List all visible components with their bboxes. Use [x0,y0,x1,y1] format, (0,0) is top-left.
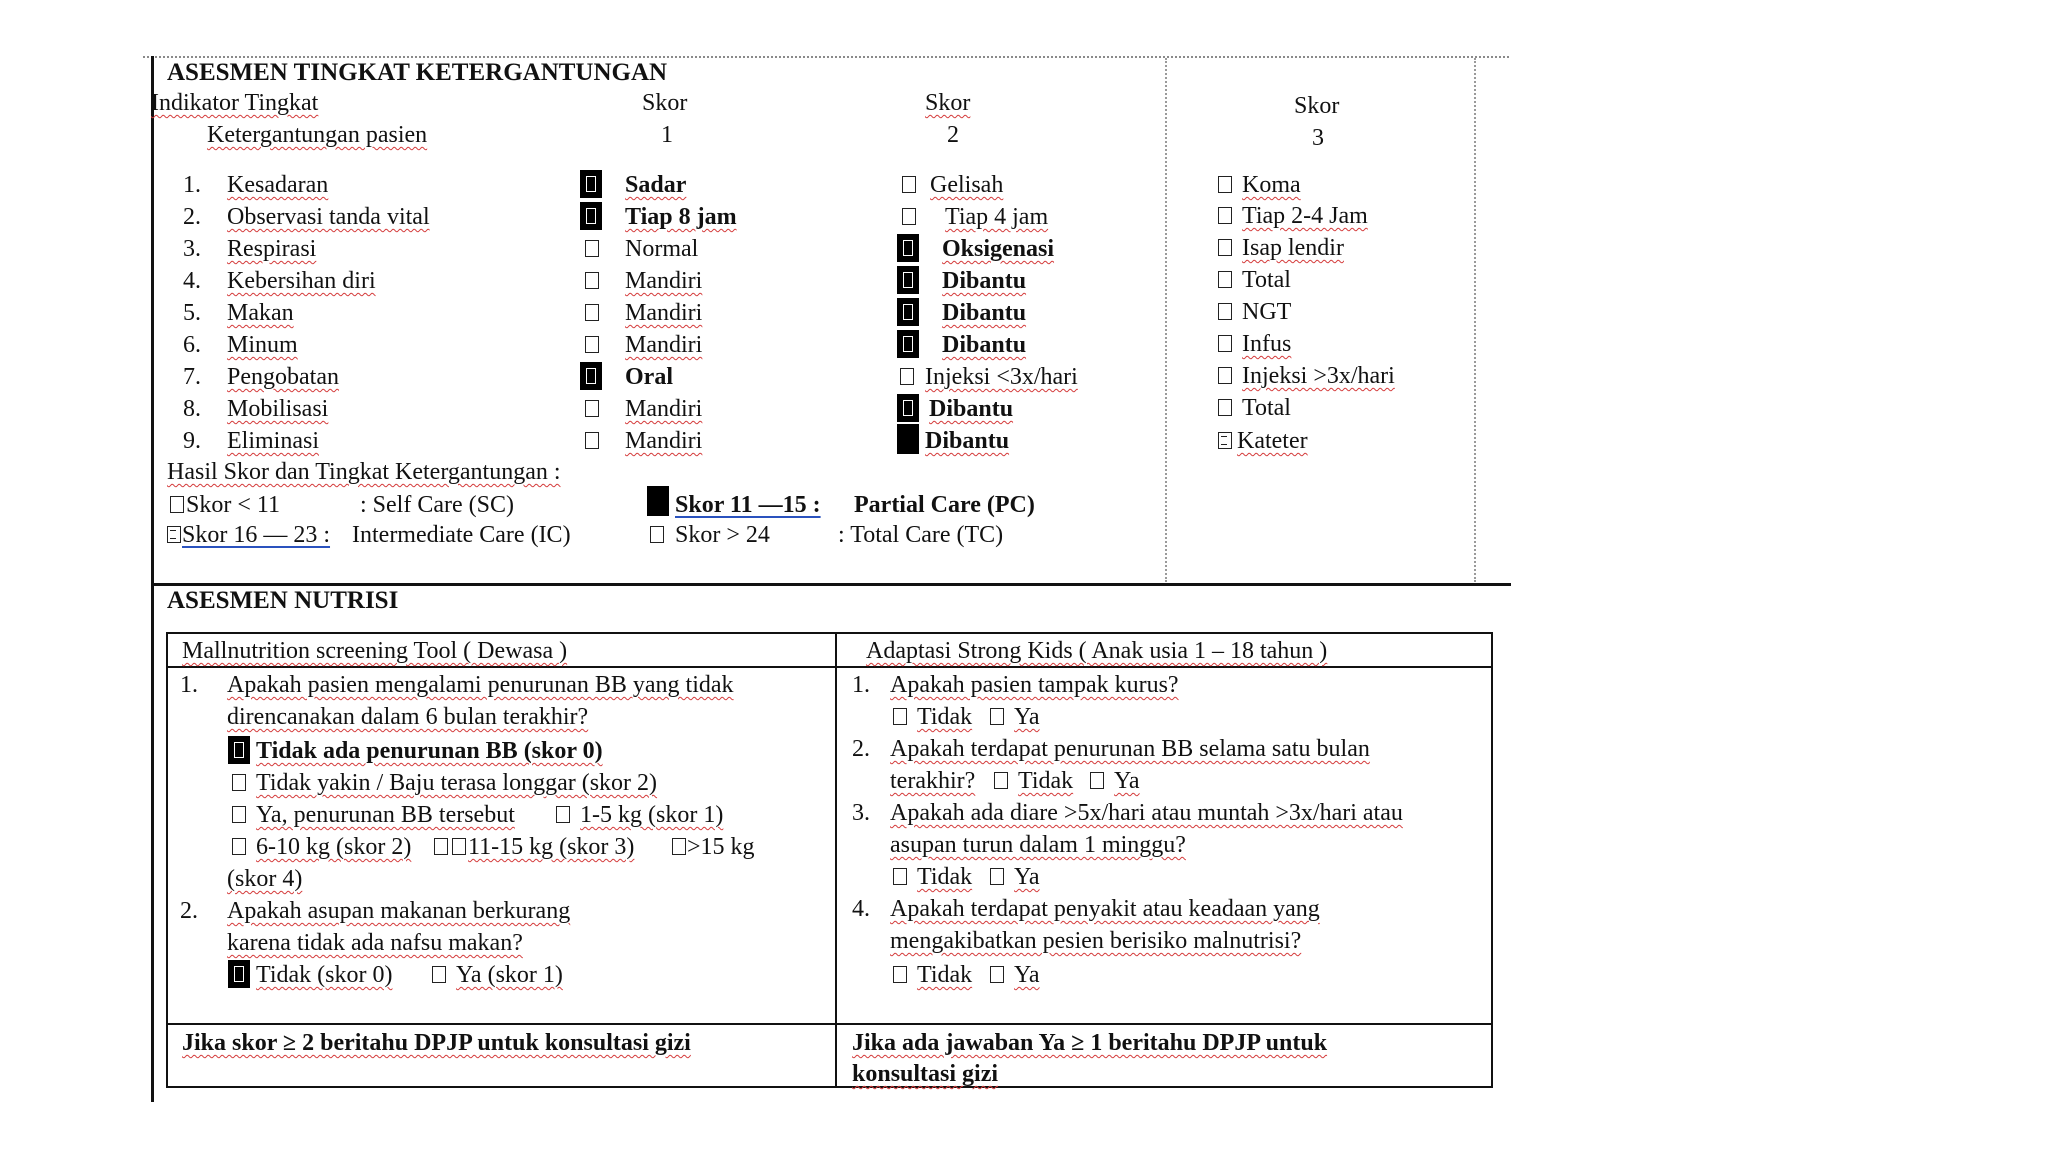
checkbox[interactable] [902,208,916,225]
option-text: Tidak [1018,768,1074,794]
question-number: 2. [180,898,198,924]
score3-option: Isap lendir [1242,235,1344,261]
checkbox-checked[interactable] [228,736,250,764]
column-divider [1165,58,1167,582]
checkbox[interactable] [170,496,184,513]
score1-value: 1 [661,122,673,148]
option-text: Ya [1114,768,1140,794]
checkbox[interactable] [585,432,599,449]
checkbox[interactable] [1218,176,1232,193]
checkbox[interactable] [1218,399,1232,416]
row-number: 8. [183,396,201,422]
checkbox[interactable] [900,368,914,385]
checkbox-checked[interactable] [897,234,919,262]
score2-option: Gelisah [930,172,1004,198]
checkbox-checked[interactable] [580,362,602,390]
left-footer-note: Jika skor ≥ 2 beritahu DPJP untuk konsultasi gizi [182,1030,691,1056]
option-text: Tidak [917,704,973,730]
nutrition-table-divider [835,632,837,1088]
score3-option: Injeksi >3x/hari [1242,363,1395,389]
checkbox-symbol[interactable] [1218,432,1232,449]
score3-option: Infus [1242,331,1292,357]
checkbox[interactable] [585,240,599,257]
score3-header: Skor [1294,93,1340,119]
score3-value: 3 [1312,125,1324,151]
score1-option: Sadar [625,172,687,198]
checkbox-checked[interactable] [580,202,602,230]
score2-option: Dibantu [942,300,1027,326]
question-number: 1. [180,672,198,698]
checkbox[interactable] [1218,271,1232,288]
question-number: 2. [852,736,870,762]
indicator-name: Eliminasi [227,428,319,454]
left-border [151,56,154,1102]
checkbox[interactable] [556,806,570,823]
indicator-name: Respirasi [227,236,317,262]
checkbox[interactable] [994,772,1008,789]
checkbox-checked[interactable] [897,394,919,422]
score1-option: Mandiri [625,332,703,358]
row-number: 7. [183,364,201,390]
score3-option: Total [1242,395,1291,421]
score2-header: Skor [925,90,971,116]
row-number: 4. [183,268,201,294]
dependency-section-title: ASESMEN TINGKAT KETERGANTUNGAN [167,59,668,86]
score2-option: Injeksi <3x/hari [925,364,1078,390]
intermediate-care-label: Intermediate Care (IC) [352,522,571,548]
indicator-name: Observasi tanda vital [227,204,430,230]
checkbox[interactable] [672,838,686,855]
score1-option: Mandiri [625,268,703,294]
option-text: >15 kg [687,834,755,860]
checkbox[interactable] [1218,303,1232,320]
indicator-name: Mobilisasi [227,396,329,422]
checkbox-checked[interactable] [897,424,919,454]
option-text: 6-10 kg (skor 2) [256,834,412,860]
nutrition-footer-line [166,1023,1493,1025]
score1-option: Mandiri [625,396,703,422]
question-text: Apakah asupan makanan berkurang [227,898,571,924]
checkbox-checked[interactable] [228,960,250,988]
checkbox[interactable] [1218,335,1232,352]
checkbox[interactable] [585,336,599,353]
option-text: Tidak [917,864,973,890]
checkbox[interactable] [432,966,446,983]
checkbox[interactable] [434,838,448,855]
question-text: direncanakan dalam 6 bulan terakhir? [227,704,589,730]
option-text: Tidak [917,962,973,988]
indicator-name: Kesadaran [227,172,329,198]
score3-option: Kateter [1237,428,1308,454]
option-text: Ya (skor 1) [456,962,563,988]
score1-option: Mandiri [625,428,703,454]
score1-option: Tiap 8 jam [625,204,737,230]
score2-option: Dibantu [925,428,1010,454]
question-text: Apakah ada diare >5x/hari atau muntah >3x/hari atau [890,800,1403,826]
indicator-name: Makan [227,300,294,326]
checkbox-checked[interactable] [647,486,669,516]
question-text: Apakah terdapat penurunan BB selama satu bulan [890,736,1370,762]
indicator-name: Minum [227,332,298,358]
option-text: Tidak ada penurunan BB (skor 0) [256,738,603,764]
total-care-score: Skor > 24 [675,522,770,548]
score2-value: 2 [947,122,959,148]
checkbox-checked[interactable] [897,330,919,358]
indicator-name: Pengobatan [227,364,339,390]
checkbox[interactable] [893,966,907,983]
checkbox[interactable] [232,838,246,855]
question-number: 1. [852,672,870,698]
option-text: Ya [1014,864,1040,890]
partial-care-score: Skor 11 —15 : [675,492,821,518]
checkbox[interactable] [893,868,907,885]
option-text: Ya, penurunan BB tersebut [256,802,515,828]
indicator-header-line2: Ketergantungan pasien [207,122,428,148]
checkbox[interactable] [585,272,599,289]
checkbox[interactable] [902,176,916,193]
score1-option: Oral [625,364,673,390]
score1-option: Mandiri [625,300,703,326]
right-footer-note: Jika ada jawaban Ya ≥ 1 beritahu DPJP untuk [852,1030,1328,1056]
nutrition-section-title: ASESMEN NUTRISI [167,587,399,614]
checkbox[interactable] [232,806,246,823]
score2-option: Oksigenasi [942,236,1055,262]
row-number: 1. [183,172,201,198]
question-text: Apakah terdapat penyakit atau keadaan yang [890,896,1320,922]
checkbox[interactable] [990,708,1004,725]
indicator-name: Kebersihan diri [227,268,376,294]
intermediate-care-score: Skor 16 — 23 : [182,522,331,548]
row-number: 5. [183,300,201,326]
checkbox-symbol[interactable] [167,526,181,543]
checkbox[interactable] [585,304,599,321]
question-text: terakhir? [890,768,976,794]
question-text: Apakah pasien mengalami penurunan BB yang tidak [227,672,734,698]
score2-option: Dibantu [929,396,1014,422]
checkbox[interactable] [990,966,1004,983]
row-number: 2. [183,204,201,230]
option-text: (skor 4) [227,866,303,892]
row-number: 3. [183,236,201,262]
question-text: mengakibatkan pesien berisiko malnutrisi? [890,928,1302,954]
right-footer-note: konsultasi gizi [852,1061,999,1087]
score2-option: Dibantu [942,332,1027,358]
self-care-label: : Self Care (SC) [360,492,514,518]
nutrition-header-line [166,666,1493,668]
option-text: Ya [1014,962,1040,988]
question-text: Apakah pasien tampak kurus? [890,672,1179,698]
checkbox[interactable] [1090,772,1104,789]
score3-option: Total [1242,267,1291,293]
score1-header: Skor [642,90,688,116]
result-title: Hasil Skor dan Tingkat Ketergantungan : [167,459,561,485]
question-number: 4. [852,896,870,922]
score2-option: Tiap 4 jam [945,204,1049,230]
total-care-label: : Total Care (TC) [838,522,1004,548]
checkbox[interactable] [650,526,664,543]
right-table-header: Adaptasi Strong Kids ( Anak usia 1 – 18 tahun ) [866,638,1328,664]
checkbox[interactable] [585,400,599,417]
partial-care-label: Partial Care (PC) [854,492,1035,518]
score3-option: Tiap 2-4 Jam [1242,203,1368,229]
checkbox[interactable] [1218,367,1232,384]
option-text: Tidak yakin / Baju terasa longgar (skor 2) [256,770,658,796]
question-text: karena tidak ada nafsu makan? [227,930,523,956]
left-table-header: Mallnutrition screening Tool ( Dewasa ) [182,638,568,664]
option-text: 1-5 kg (skor 1) [580,802,724,828]
score3-option: Koma [1242,172,1301,198]
row-number: 9. [183,428,201,454]
option-text: Ya [1014,704,1040,730]
self-care-score: Skor < 11 [186,492,280,518]
checkbox-checked[interactable] [897,298,919,326]
question-number: 3. [852,800,870,826]
checkbox[interactable] [1218,207,1232,224]
score2-option: Dibantu [942,268,1027,294]
option-text: 11-15 kg (skor 3) [468,834,635,860]
option-text: Tidak (skor 0) [256,962,393,988]
score3-option: NGT [1242,299,1292,325]
checkbox[interactable] [452,838,466,855]
checkbox[interactable] [1218,239,1232,256]
checkbox[interactable] [893,708,907,725]
right-divider [1474,58,1476,582]
checkbox-checked[interactable] [580,170,602,198]
checkbox[interactable] [990,868,1004,885]
score1-option: Normal [625,236,699,262]
question-text: asupan turun dalam 1 minggu? [890,832,1186,858]
indicator-header-line1: Indikator Tingkat [151,90,319,116]
checkbox-checked[interactable] [897,266,919,294]
row-number: 6. [183,332,201,358]
checkbox[interactable] [232,774,246,791]
